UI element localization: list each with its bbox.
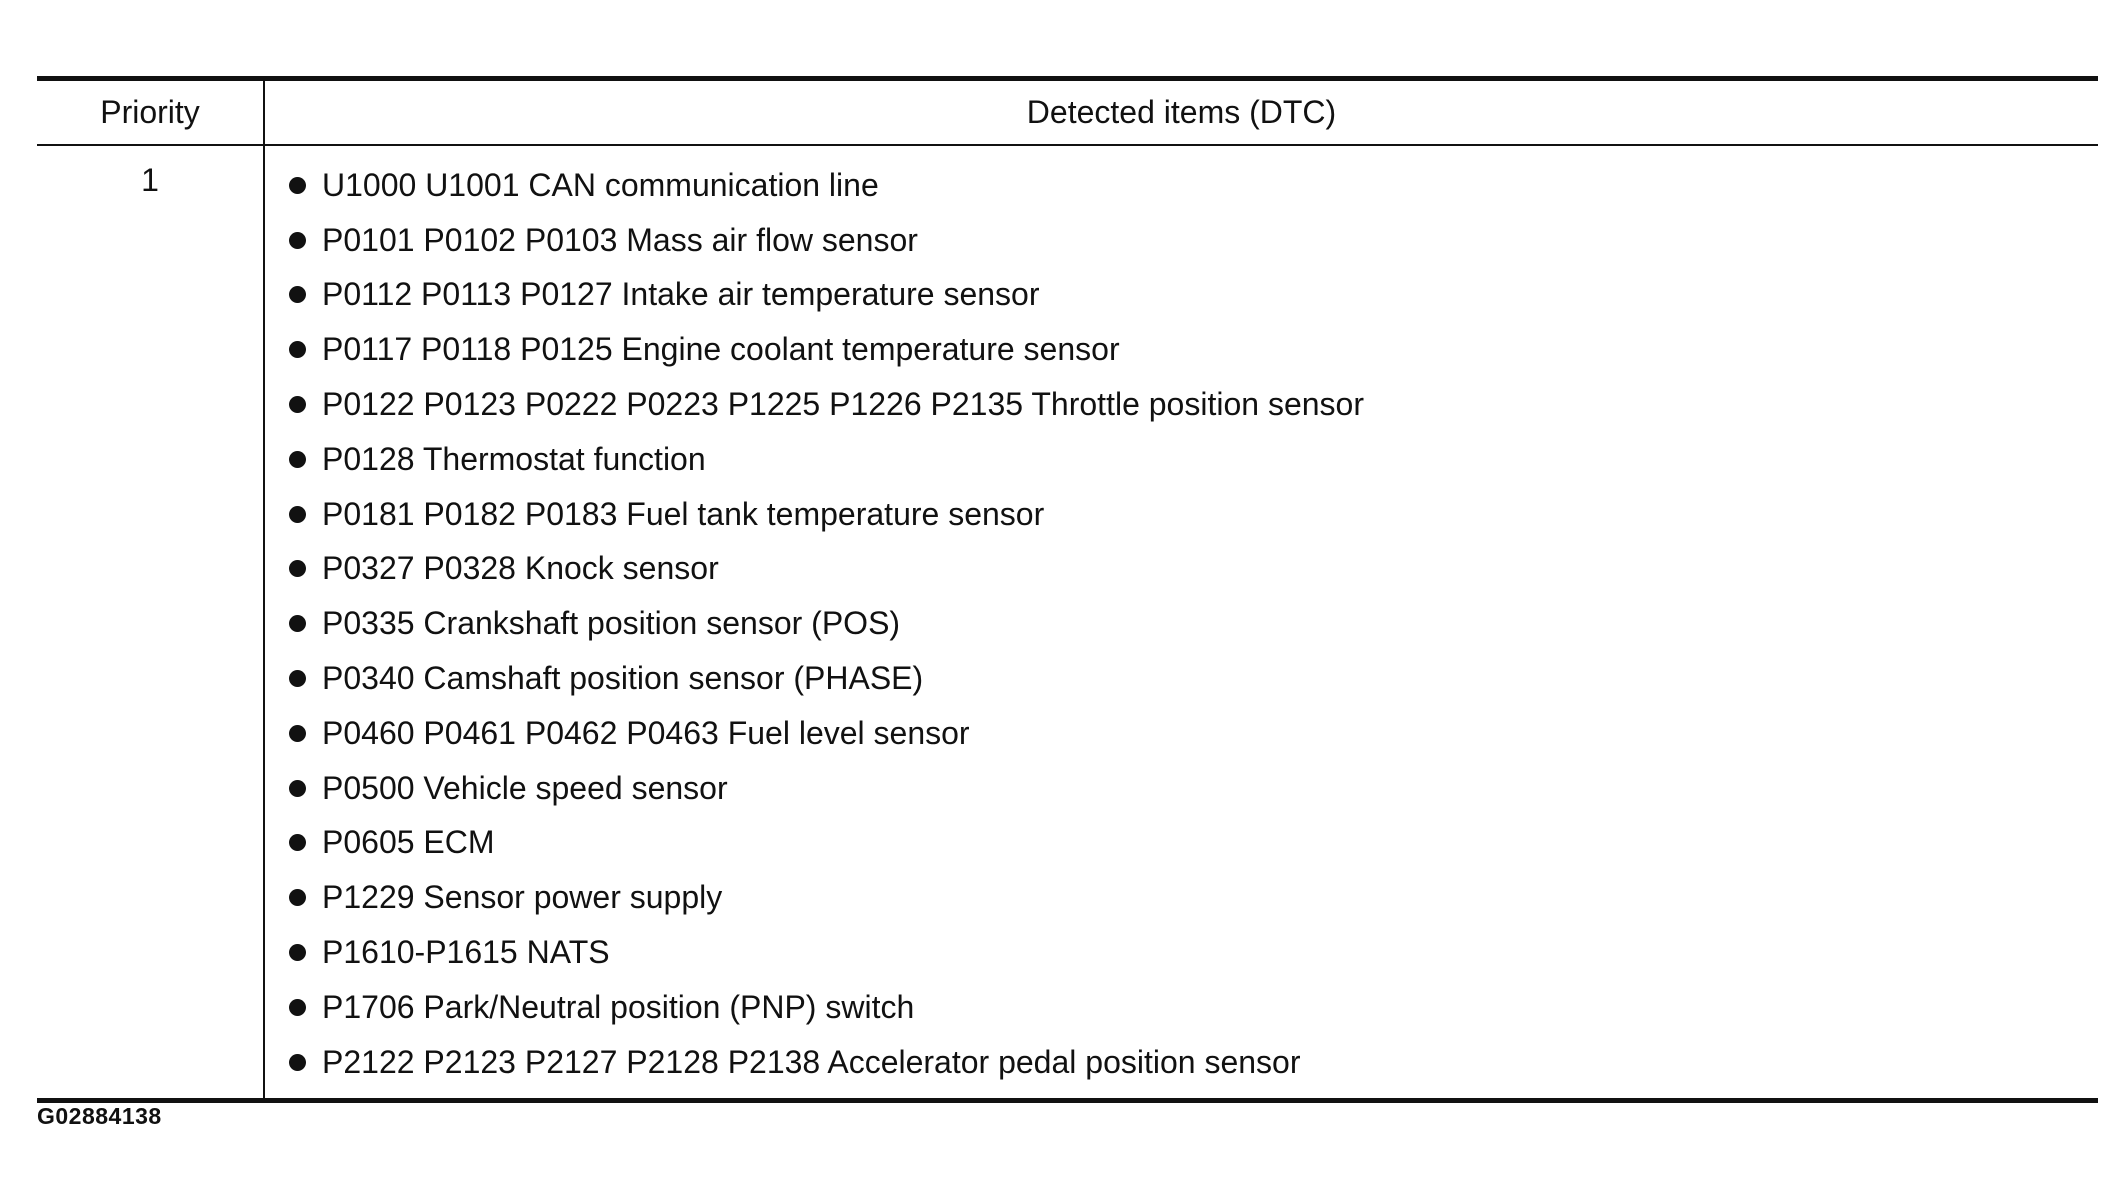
bullet-icon <box>289 834 306 851</box>
bullet-icon <box>289 232 306 249</box>
list-item <box>265 377 2098 432</box>
bullet-icon <box>289 506 306 523</box>
dtc-item-text: P0335 Crankshaft position sensor (POS) <box>322 605 901 642</box>
list-item <box>265 925 2098 980</box>
list-item <box>265 322 2098 377</box>
dtc-item-text: P2122 P2123 P2127 P2128 P2138 Accelerator pedal position sensor <box>322 1043 1301 1080</box>
bullet-icon <box>289 1054 306 1071</box>
dtc-item-text: P1610-P1615 NATS <box>322 934 610 971</box>
dtc-item-text: P0117 P0118 P0125 Engine coolant temperature sensor <box>322 331 1120 368</box>
bullet-icon <box>289 396 306 413</box>
dtc-item-text: P0128 Thermostat function <box>322 440 706 477</box>
priority-value: 1 <box>37 146 265 1098</box>
bullet-icon <box>289 999 306 1016</box>
bullet-icon <box>289 889 306 906</box>
dtc-item-text: U1000 U1001 CAN communication line <box>322 166 879 203</box>
dtc-item-text: P0327 P0328 Knock sensor <box>322 550 719 587</box>
dtc-item-text: P1229 Sensor power supply <box>322 879 723 916</box>
list-item <box>265 213 2098 268</box>
bullet-icon <box>289 286 306 303</box>
header-detected-items: Detected items (DTC) <box>1026 94 1337 130</box>
bullet-icon <box>289 451 306 468</box>
dtc-priority-table <box>37 76 2098 1103</box>
list-item <box>265 761 2098 816</box>
bullet-icon <box>289 177 306 194</box>
list-item <box>265 980 2098 1035</box>
dtc-item-text: P1706 Park/Neutral position (PNP) switch <box>322 988 915 1025</box>
figure-id: G02884138 <box>37 1103 162 1129</box>
table-row <box>37 146 2098 1098</box>
bullet-icon <box>289 615 306 632</box>
bullet-icon <box>289 670 306 687</box>
list-item <box>265 596 2098 651</box>
list-item <box>265 870 2098 925</box>
header-priority: Priority <box>37 81 265 144</box>
list-item <box>265 268 2098 323</box>
dtc-item-text: P0112 P0113 P0127 Intake air temperature sensor <box>322 276 1040 313</box>
dtc-item-text: P0605 ECM <box>322 824 495 861</box>
table-header-row <box>37 81 2098 146</box>
list-item <box>265 487 2098 542</box>
bullet-icon <box>289 725 306 742</box>
detected-items-cell <box>265 146 2098 1098</box>
bullet-icon <box>289 944 306 961</box>
list-item <box>265 158 2098 213</box>
bullet-icon <box>289 780 306 797</box>
list-item <box>265 1035 2098 1090</box>
dtc-item-text: P0340 Camshaft position sensor (PHASE) <box>322 660 924 697</box>
dtc-list <box>265 146 2098 1098</box>
list-item <box>265 706 2098 761</box>
list-item <box>265 432 2098 487</box>
dtc-item-text: P0101 P0102 P0103 Mass air flow sensor <box>322 221 918 258</box>
dtc-item-text: P0500 Vehicle speed sensor <box>322 769 728 806</box>
bullet-icon <box>289 341 306 358</box>
list-item <box>265 651 2098 706</box>
bullet-icon <box>289 560 306 577</box>
list-item <box>265 816 2098 871</box>
dtc-item-text: P0122 P0123 P0222 P0223 P1225 P1226 P2135 Throttle position sensor <box>322 386 1364 423</box>
dtc-item-text: P0181 P0182 P0183 Fuel tank temperature sensor <box>322 495 1045 532</box>
list-item <box>265 542 2098 597</box>
dtc-item-text: P0460 P0461 P0462 P0463 Fuel level sensor <box>322 714 970 751</box>
